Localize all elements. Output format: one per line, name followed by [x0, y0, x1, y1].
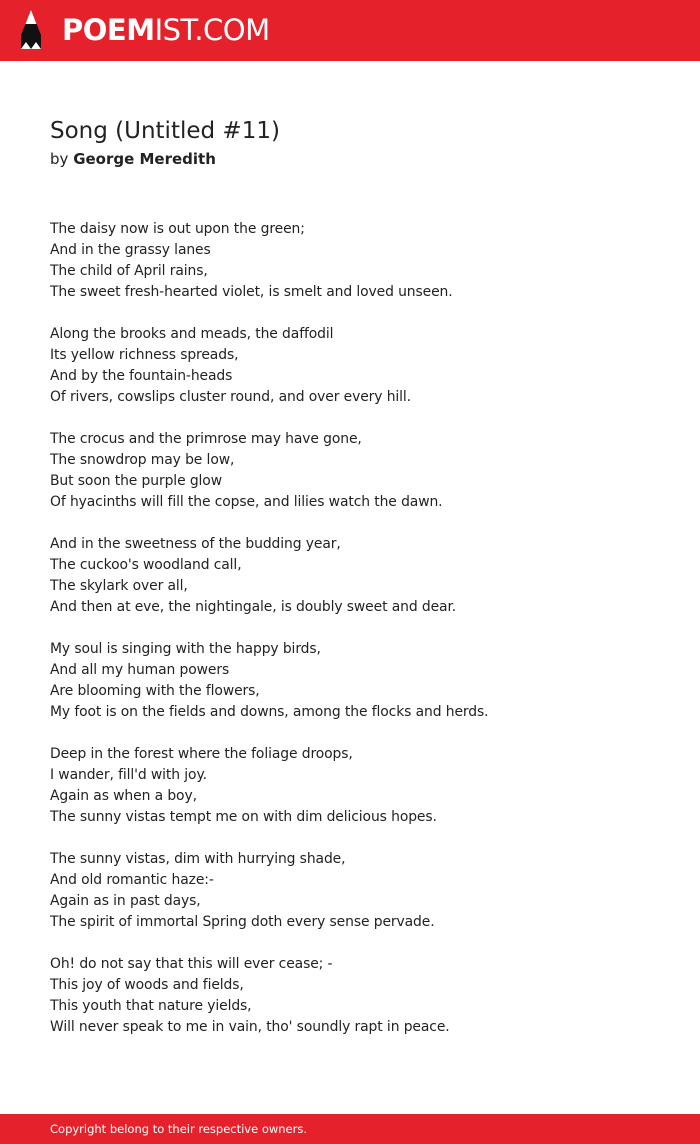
poem-line: My soul is singing with the happy birds,: [50, 641, 321, 657]
poem-line: Of rivers, cowslips cluster round, and over every hill.: [50, 389, 411, 405]
poem-line: Deep in the forest where the foliage droops,: [50, 746, 353, 762]
poem-line: And all my human powers: [50, 662, 230, 678]
poem-stanza: [50, 954, 670, 1038]
poem-line: I wander, fill'd with joy.: [50, 767, 207, 783]
poem-stanza: [50, 219, 670, 303]
copyright-notice: Copyright belong to their respective owners.: [50, 1122, 308, 1136]
poem-stanza: [50, 534, 670, 618]
poem-line: The cuckoo's woodland call,: [50, 557, 242, 573]
poem-line: And by the fountain-heads: [50, 368, 233, 384]
poem-line: Its yellow richness spreads,: [50, 347, 239, 363]
poem-title: Song (Untitled #11): [50, 118, 280, 144]
poem-line: Oh! do not say that this will ever cease; -: [50, 956, 333, 972]
poem-stanza: [50, 849, 670, 933]
poem-line: But soon the purple glow: [50, 473, 222, 489]
site-logo[interactable]: [62, 12, 270, 48]
pencil-tip-icon[interactable]: [18, 9, 44, 51]
poem-line: The spirit of immortal Spring doth every sense pervade.: [50, 914, 435, 930]
poem-stanza: [50, 324, 670, 408]
poem-line: The sunny vistas, dim with hurrying shade,: [50, 851, 346, 867]
poem-line: And old romantic haze:-: [50, 872, 214, 888]
poem-line: Along the brooks and meads, the daffodil: [50, 326, 334, 342]
poem-author: George Meredith: [73, 150, 216, 168]
poem-line: The crocus and the primrose may have gone,: [50, 431, 362, 447]
poem-line: This joy of woods and fields,: [50, 977, 244, 993]
poem-body: [50, 219, 670, 1059]
poem-line: The skylark over all,: [50, 578, 188, 594]
site-header: [0, 0, 700, 61]
poem-line: The sweet fresh-hearted violet, is smelt and loved unseen.: [50, 284, 453, 300]
logo-brand-light: IST.COM: [154, 13, 270, 47]
poem-stanza: [50, 639, 670, 723]
site-footer: [0, 1114, 700, 1144]
poem-stanza: [50, 744, 670, 828]
poem-stanza: [50, 429, 670, 513]
by-label: by: [50, 150, 69, 168]
poem-line: Again as when a boy,: [50, 788, 197, 804]
poem-line: The daisy now is out upon the green;: [50, 221, 305, 237]
poem-line: This youth that nature yields,: [50, 998, 252, 1014]
poem-line: And in the sweetness of the budding year,: [50, 536, 341, 552]
poem-line: The child of April rains,: [50, 263, 208, 279]
poem-line: Again as in past days,: [50, 893, 201, 909]
poem-line: Of hyacinths will fill the copse, and lilies watch the dawn.: [50, 494, 443, 510]
poem-line: And in the grassy lanes: [50, 242, 211, 258]
poem-byline: [50, 148, 216, 170]
logo-brand-bold: POEM: [62, 13, 155, 47]
poem-line: Are blooming with the flowers,: [50, 683, 260, 699]
poem-line: Will never speak to me in vain, tho' soundly rapt in peace.: [50, 1019, 450, 1035]
poem-line: My foot is on the fields and downs, among the flocks and herds.: [50, 704, 489, 720]
poem-line: And then at eve, the nightingale, is doubly sweet and dear.: [50, 599, 457, 615]
poem-line: The snowdrop may be low,: [50, 452, 235, 468]
poem-line: The sunny vistas tempt me on with dim delicious hopes.: [50, 809, 437, 825]
